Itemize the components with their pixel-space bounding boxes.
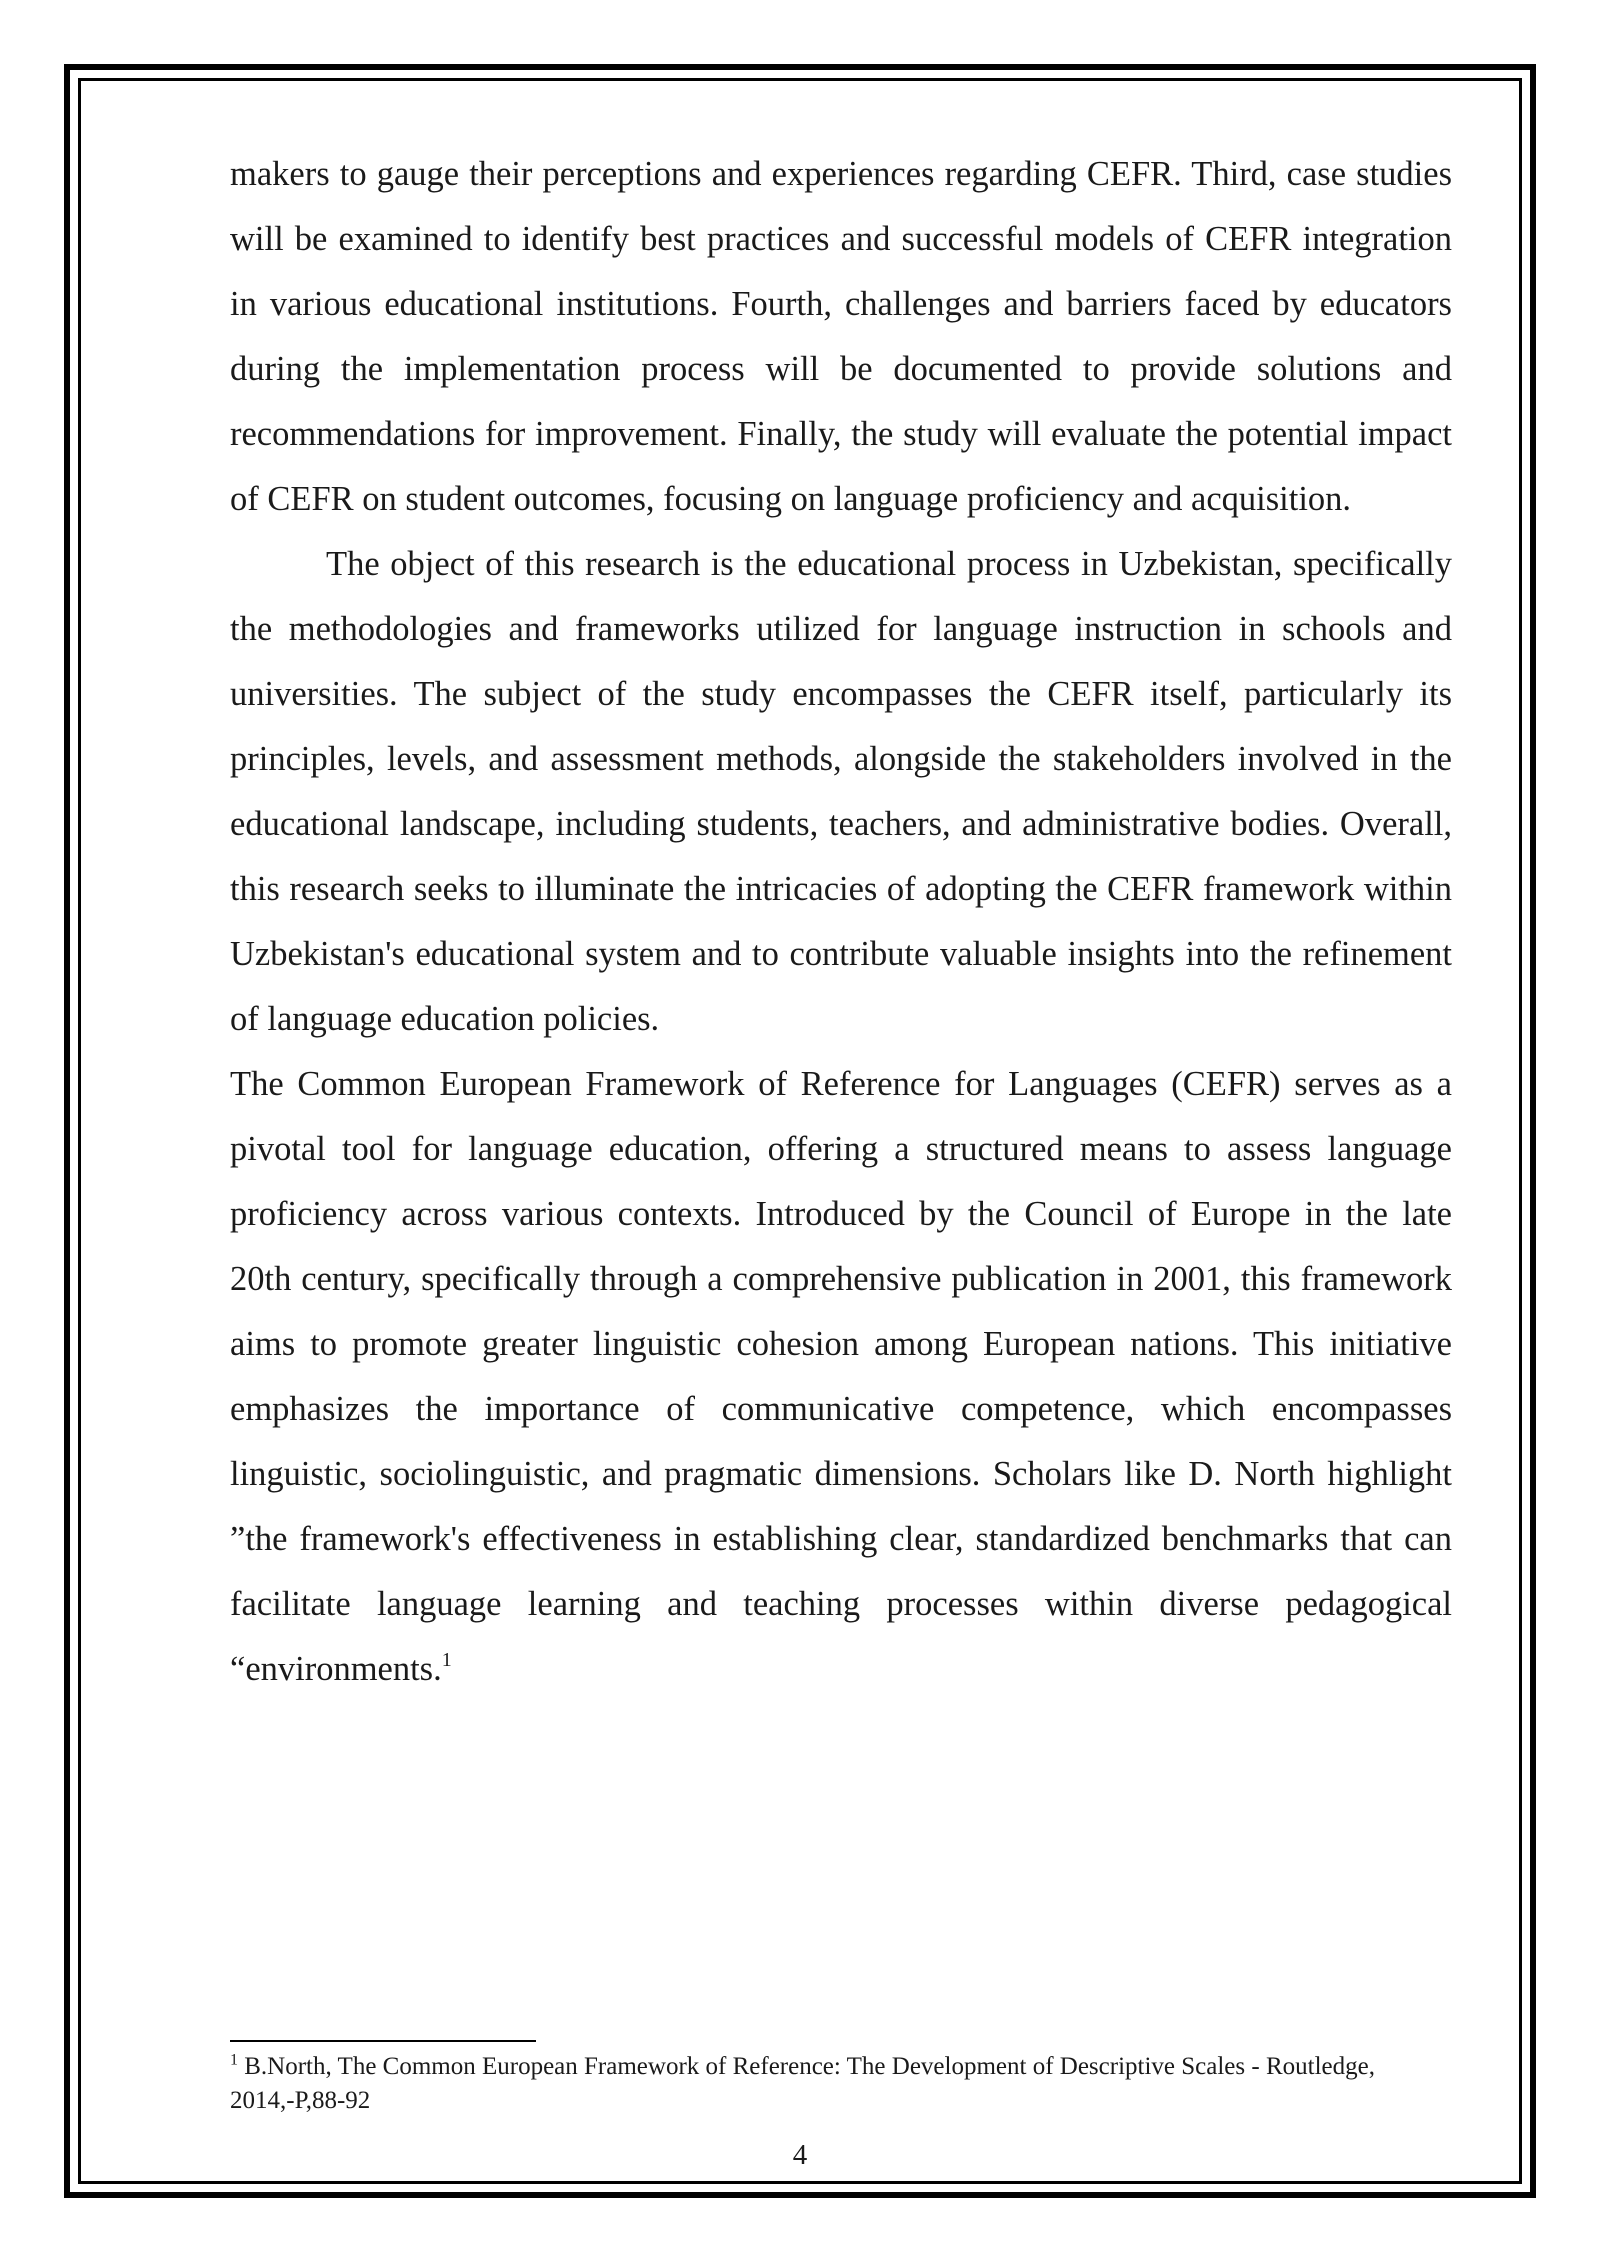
- paragraph-1: makers to gauge their perceptions and experiences regarding CEFR. Third, case studies will be examined to identify best practices and successful models of CEFR integration in various educational institutions. Fourth, challenges and barriers faced by educators during the implementation process will be documented to provide solutions and recommendations for improvement. Finally, the study will evaluate the potential impact of CEFR on student outcomes, focusing on language proficiency and acquisition.: [230, 155, 1452, 518]
- footnote-marker: 1: [230, 2051, 238, 2069]
- footnote-reference[interactable]: 1: [441, 1648, 452, 1671]
- paragraph-2: The object of this research is the educational process in Uzbekistan, specifically the methodologies and frameworks utilized for language instruction in schools and universities. The subject of the study encompasses the CEFR itself, particularly its principles, levels, and assessment methods, alongside the stakeholders involved in the educational landscape, including students, teachers, and administrative bodies. Overall, this research seeks to illuminate the intricacies of adopting the CEFR framework within Uzbekistan's educational system and to contribute valuable insights into the refinement of language education policies.: [230, 545, 1452, 1038]
- paragraph-3: [230, 1052, 1452, 1702]
- footnote-separator: [230, 2040, 536, 2042]
- footnote-text: B.North, The Common European Framework of Reference: The Development of Descriptive Scales - Routledge, 2014,-P,88-92: [230, 2053, 1375, 2114]
- footnote: [230, 2050, 1420, 2118]
- paragraph-3-text: The Common European Framework of Reference for Languages (CEFR) serves as a pivotal tool for language education, offering a structured means to assess language proficiency across various contexts. Introduced by the Council of Europe in the late 20th century, specifically through a comprehensive publication in 2001, this framework aims to promote greater linguistic cohesion among European nations. This initiative emphasizes the importance of communicative competence, which encompasses linguistic, sociolinguistic, and pragmatic dimensions. Scholars like D. North highlight ”the framework's effectiveness in establishing clear, standardized benchmarks that can facilitate language learning and teaching processes within diverse pedagogical “environments.: [230, 1065, 1452, 1688]
- body-text: [230, 142, 1452, 1702]
- page-number: 4: [792, 2139, 808, 2171]
